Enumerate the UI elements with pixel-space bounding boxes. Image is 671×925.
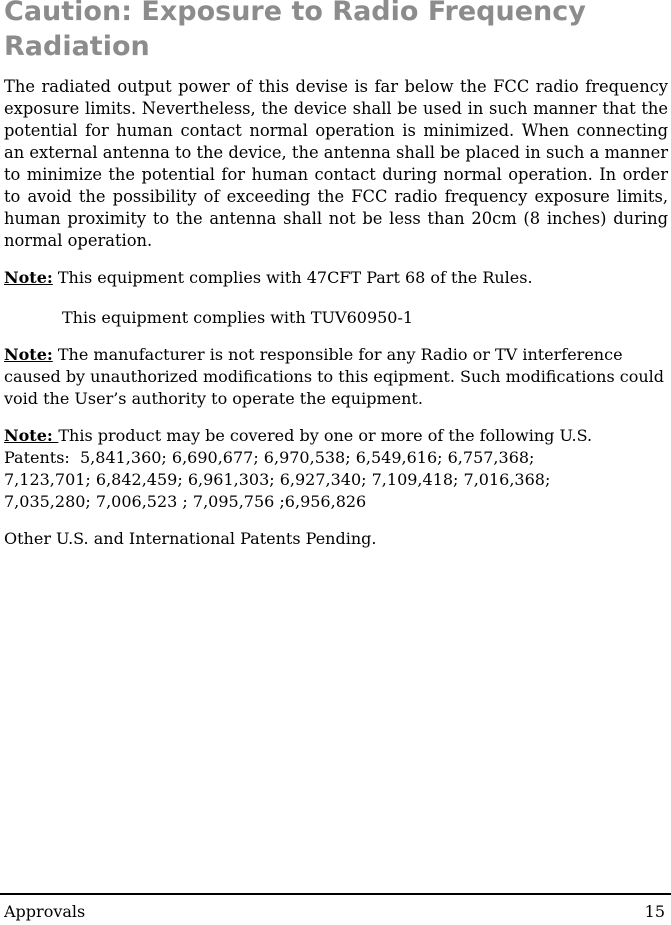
note-label: Note: [4, 268, 53, 287]
footer-divider [0, 893, 671, 895]
note-tuv-compliance: This equipment complies with TUV60950-1 [62, 308, 414, 327]
note-patents-line-4: 7,035,280; 7,006,523 ; 7,095,756 ;6,956,826 [4, 492, 367, 511]
note-manufacturer-text: The manufacturer is not responsible for any Radio or TV interference caused by unauthorized modifications to this eqipment. Such modifications could void the User’s authority to operate the equipment. [4, 345, 665, 408]
note-fcc-part68-text: This equipment complies with 47CFT Part 68 of the Rules. [57, 268, 533, 287]
note-manufacturer [4, 344, 668, 410]
page-number: 15 [644, 902, 665, 921]
page-title: Caution: Exposure to Radio Frequency Radiation [4, 0, 586, 62]
note-patents [4, 425, 668, 513]
note-label: Note: [4, 426, 59, 445]
note-fcc-part68 [4, 267, 668, 289]
note-patents-line-3: 7,123,701; 6,842,459; 6,961,303; 6,927,340; 7,109,418; 7,016,368; [4, 470, 551, 489]
note-patents-line-1: This product may be covered by one or more of the following U.S. [58, 426, 593, 445]
note-label: Note: [4, 345, 53, 364]
page-footer [4, 902, 665, 922]
rf-exposure-paragraph: The radiated output power of this devise is far below the FCC radio frequency exposure limits. Nevertheless, the device shall be used in such manner that the potential for human contact normal operation is minimized. When connecting an external antenna to the device, the antenna shall be placed in such a manner to minimize the potential for human contact during normal operation. In order to avoid the possibility of exceeding the FCC radio frequency exposure limits, human proximity to the antenna shall not be less than 20cm (8 inches) during normal operation. [4, 77, 668, 250]
document-body [4, 76, 668, 550]
patents-pending: Other U.S. and International Patents Pending. [4, 529, 377, 548]
note-patents-line-2: Patents: 5,841,360; 6,690,677; 6,970,538; 6,549,616; 6,757,368; [4, 448, 535, 467]
footer-section-title: Approvals [4, 902, 86, 921]
